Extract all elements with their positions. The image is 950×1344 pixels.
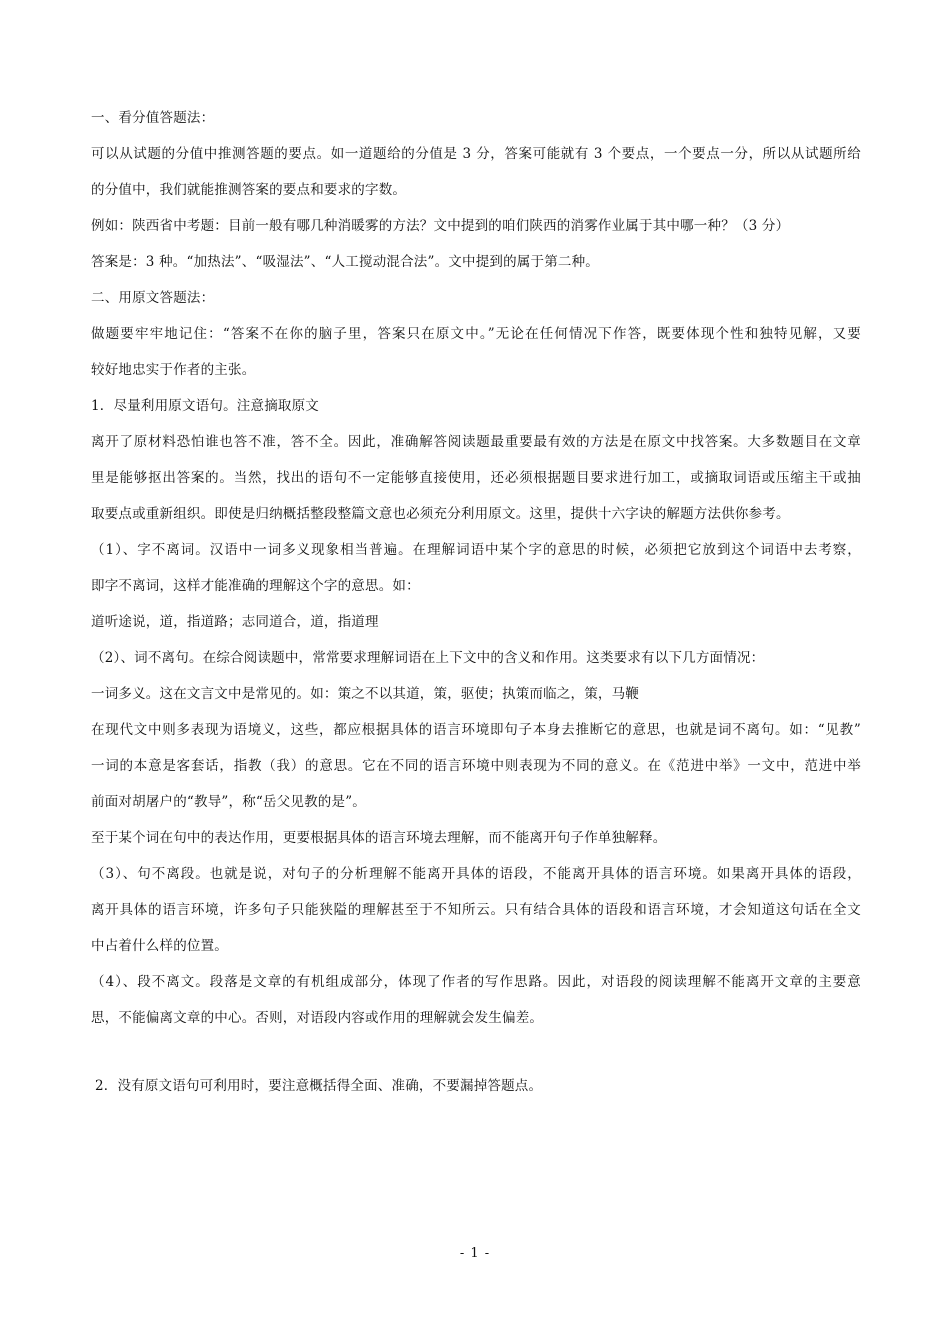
paragraph-line: 一词的本意是客套话，指教（我）的意思。它在不同的语言环境中则表现为不同的意义。在《范进中举》一文中，范进中举: [91, 758, 861, 774]
paragraph-line: 做题要牢牢地记住：“答案不在你的脑子里，答案只在原文中。”无论在任何情况下作答，既要体现个性和独特见解，又要: [91, 326, 861, 342]
subheading-use-original: 1．尽量利用原文语句。注意摘取原文: [91, 398, 319, 414]
example-line: 道听途说，道，指道路；志同道合，道，指道理: [91, 614, 379, 630]
document-body: [91, 100, 861, 1104]
heading-scoring-method: 一、看分值答题法：: [91, 110, 215, 126]
example-answer-line: 答案是：3 种。“加热法”、“吸湿法”、“人工搅动混合法”。文中提到的属于第二种。: [91, 254, 599, 270]
paragraph-line: 可以从试题的分值中推测答题的要点。如一道题给的分值是 3 分，答案可能就有 3 个要点，一个要点一分，所以从试题所给: [91, 146, 861, 162]
example-line: 一词多义。这在文言文中是常见的。如：策之不以其道，策，驱使；执策而临之，策，马鞭: [91, 686, 639, 702]
paragraph-line: 前面对胡屠户的“教导”，称“岳父见教的是”。: [91, 794, 367, 810]
point-3-line: 离开具体的语言环境，许多句子只能狭隘的理解甚至于不知所云。只有结合具体的语段和语言环境，才会知道这句话在全文: [91, 902, 861, 918]
point-4-line: 思，不能偏离文章的中心。否则，对语段内容或作用的理解就会发生偏差。: [91, 1010, 544, 1026]
paragraph-line: 的分值中，我们就能推测答案的要点和要求的字数。: [91, 182, 407, 198]
paragraph-line: 离开了原材料恐怕谁也答不准，答不全。因此，准确解答阅读题最重要最有效的方法是在原文中找答案。大多数题目在文章: [91, 434, 861, 450]
paragraph-line: 取要点或重新组织。即使是归纳概括整段整篇文意也必须充分利用原文。这里，提供十六字诀的解题方法供你参考。: [91, 506, 790, 522]
paragraph-line: 较好地忠实于作者的主张。: [91, 362, 256, 378]
subheading-summarize: 2．没有原文语句可利用时，要注意概括得全面、准确，不要漏掉答题点。: [95, 1078, 543, 1094]
heading-original-text-method: 二、用原文答题法：: [91, 290, 215, 306]
point-1-line: （1）、字不离词。汉语中一词多义现象相当普遍。在理解词语中某个字的意思的时候，必须把它放到这个词语中去考察，: [91, 542, 861, 558]
paragraph-line: 里是能够抠出答案的。当然，找出的语句不一定能够直接使用，还必须根据题目要求进行加工，或摘取词语或压缩主干或抽: [91, 470, 861, 486]
example-question-line: 例如：陕西省中考题：目前一般有哪几种消暖雾的方法？文中提到的咱们陕西的消雾作业属于其中哪一种？（3 分）: [91, 218, 790, 234]
point-2-line: （2）、词不离句。在综合阅读题中，常常要求理解词语在上下文中的含义和作用。这类要求有以下几方面情况：: [91, 650, 765, 666]
point-1-line: 即字不离词，这样才能准确的理解这个字的意思。如：: [91, 578, 420, 594]
point-3-line: 中占着什么样的位置。: [91, 938, 228, 954]
paragraph-gap: [91, 1036, 861, 1068]
paragraph-line: 至于某个词在句中的表达作用，更要根据具体的语言环境去理解，而不能离开句子作单独解释。: [91, 830, 667, 846]
point-3-line: （3）、句不离段。也就是说，对句子的分析理解不能离开具体的语段，不能离开具体的语言环境。如果离开具体的语段，: [91, 866, 861, 882]
point-4-line: （4）、段不离文。段落是文章的有机组成部分，体现了作者的写作思路。因此，对语段的阅读理解不能离开文章的主要意: [91, 974, 861, 990]
paragraph-line: 在现代文中则多表现为语境义，这些，都应根据具体的语言环境即句子本身去推断它的意思，也就是词不离句。如：“见教”: [91, 722, 861, 738]
page-number: - 1 -: [459, 1246, 491, 1261]
